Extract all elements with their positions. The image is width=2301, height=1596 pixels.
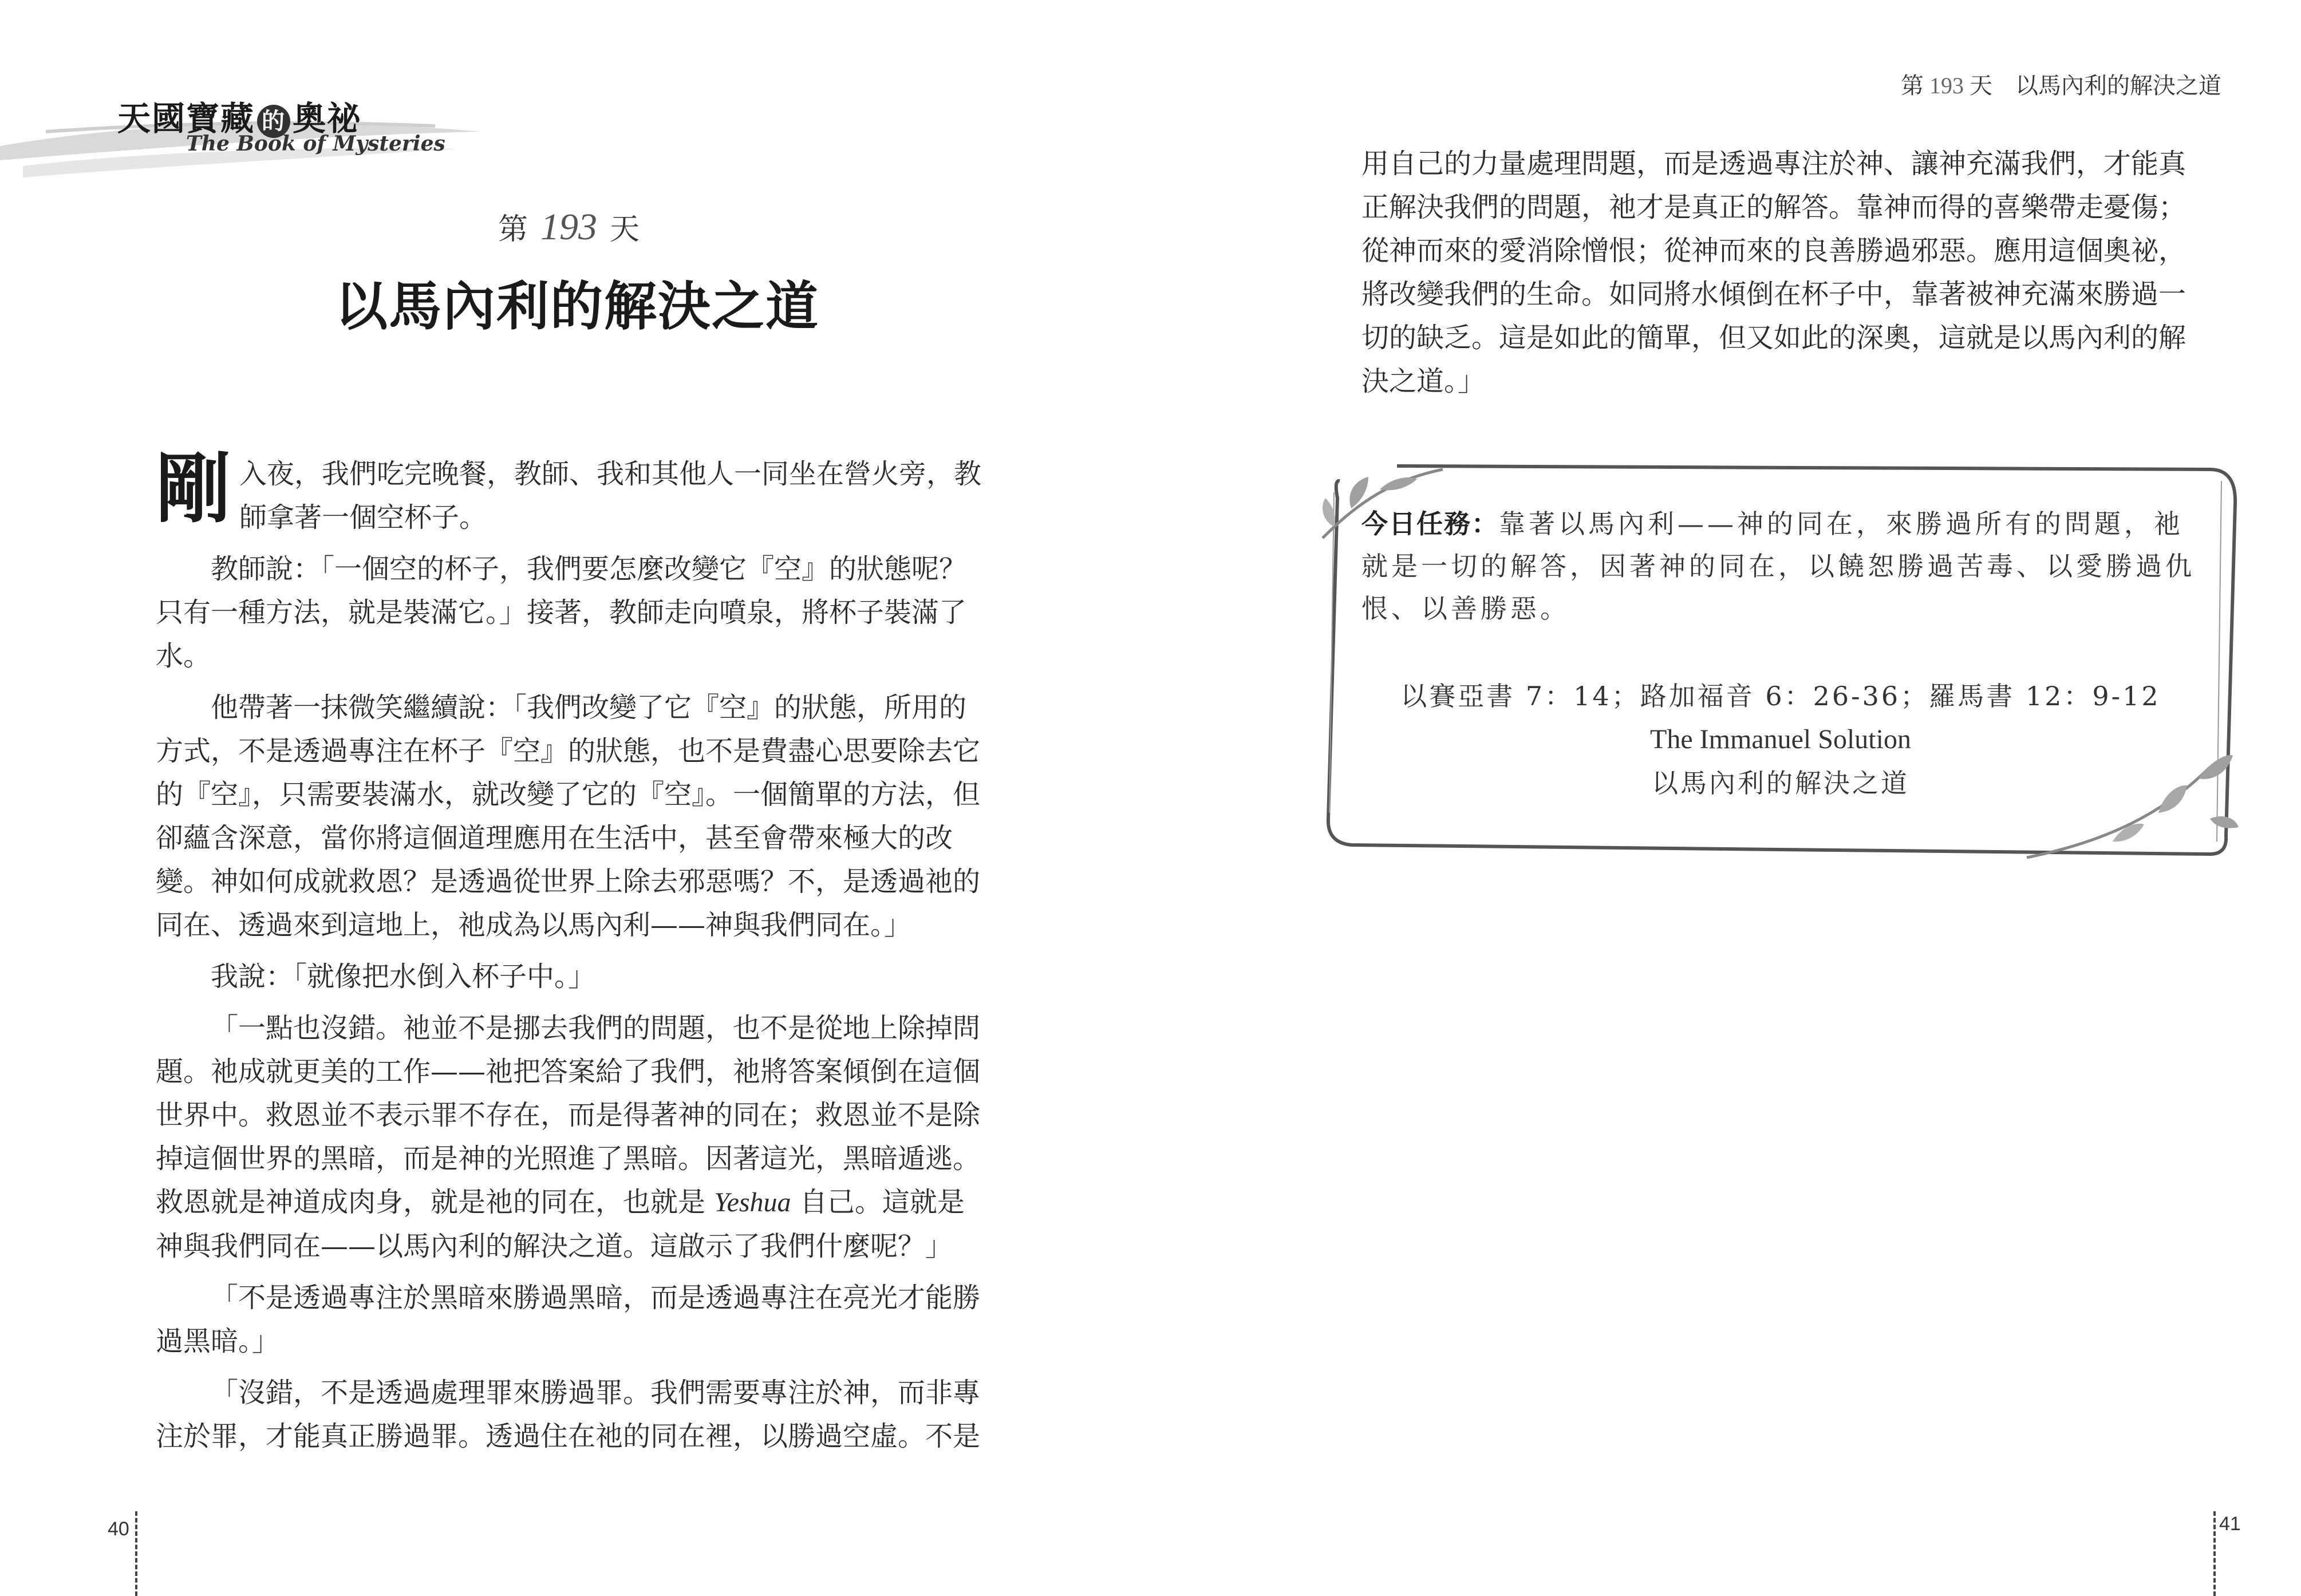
paragraph-1-text: 入夜，我們吃完晚餐，教師、我和其他人一同坐在營火旁，教師拿著一個空杯子。 xyxy=(239,458,982,534)
paragraph-5-text-a: 「一點也沒錯。祂並不是挪去我們的問題，也不是從地上除掉問題。祂成就更美的工作——祂把答案給了我們，祂將答案傾倒在這個世界中。救恩並不表示罪不存在，而是得著神的同在；救恩並不是除掉這個世界的黑暗，而是神的光照進了黑暗。因著這光，黑暗遁逃。救恩就是神道成肉身，就是祂的同在，也就是 xyxy=(156,1012,981,1218)
scripture-references-block xyxy=(1334,674,2227,805)
left-page-body xyxy=(156,445,992,1466)
paragraph-7: 「沒錯，不是透過處理罪來勝過罪。我們需要專注於神，而非專注於罪，才能真正勝過罪。透過住在祂的同在裡，以勝過空虛。不是 xyxy=(156,1377,981,1452)
running-head-title: 以馬內利的解決之道 xyxy=(2015,73,2221,99)
day-number: 193 xyxy=(540,206,598,248)
page-edge-dashes-right xyxy=(2213,1511,2216,1596)
running-head-number: 193 xyxy=(1929,73,1964,98)
paragraph-6: 「不是透過專注於黑暗來勝過黑暗，而是透過專注在亮光才能勝過黑暗。」 xyxy=(156,1282,981,1357)
logo-cn-part1: 天國寶藏 xyxy=(117,99,255,138)
page-edge-dashes-left xyxy=(135,1511,137,1596)
day-number-heading xyxy=(498,205,640,249)
logo-cn-part2: 奧祕 xyxy=(293,99,362,138)
page-number-left: 40 xyxy=(108,1518,129,1540)
logo-circle-character: 的 xyxy=(257,105,290,138)
right-paragraph-1: 用自己的力量處理問題，而是透過專注於神、讓神充滿我們，才能真正解決我們的問題，祂才是真正的解答。靠神而得的喜樂帶走憂傷；從神而來的愛消除憎恨；從神而來的良善勝過邪惡。應用這個奧祕，將改變我們的生命。如同將水傾倒在杯子中，靠著被神充滿來勝過一切的缺乏。這是如此的簡單，但又如此的深奧，這就是以馬內利的解決之道。」 xyxy=(1361,148,2186,397)
english-title: The Immanuel Solution xyxy=(1650,724,1911,754)
paragraph-2: 教師說：「一個空的杯子，我們要怎麼改變它『空』的狀態呢？只有一種方法，就是裝滿它。」接著，教師走向噴泉，將杯子裝滿了水。 xyxy=(156,553,967,672)
scripture-references: 以賽亞書 7：14；路加福音 6：26-36；羅馬書 12：9-12 xyxy=(1400,681,2161,712)
paragraph-5-text-b: 自己。這就是神與我們同在——以馬內利的解決之道。這啟示了我們什麼呢？」 xyxy=(156,1186,965,1262)
running-head-suffix: 天 xyxy=(1970,73,1992,99)
paragraph-1 xyxy=(156,445,992,539)
right-page-body xyxy=(1361,142,2197,403)
paragraph-4: 我說：「就像把水倒入杯子中。」 xyxy=(211,961,596,993)
daily-task xyxy=(1361,503,2197,630)
chapter-title: 以馬內利的解決之道 xyxy=(335,275,820,337)
day-suffix: 天 xyxy=(610,212,640,247)
running-head xyxy=(1901,68,2221,100)
paragraph-5 xyxy=(156,1006,992,1268)
daily-task-text: 靠著以馬內利——神的同在，來勝過所有的問題，祂就是一切的解答，因著神的同在，以饒恕勝過苦毒、以愛勝過仇恨、以善勝惡。 xyxy=(1361,508,2195,624)
day-prefix: 第 xyxy=(498,212,528,247)
drop-cap: 剛 xyxy=(156,445,231,534)
page-number-right: 41 xyxy=(2219,1513,2241,1535)
yeshua-italic: Yeshua xyxy=(714,1187,791,1218)
paragraph-3: 他帶著一抹微笑繼續說：「我們改變了它『空』的狀態，所用的方式，不是透過專注在杯子『空』的狀態，也不是費盡心思要除去它的『空』，只需要裝滿水，就改變了它的『空』。一個簡單的方法，但卻蘊含深意，當你將這個道理應用在生活中，甚至會帶來極大的改變。神如何成就救恩？是透過從世界上除去邪惡嗎？不，是透過祂的同在、透過來到這地上，祂成為以馬內利——神與我們同在。」 xyxy=(156,692,981,941)
running-head-prefix: 第 xyxy=(1901,73,1924,99)
book-logo-english: The Book of Mysteries xyxy=(186,132,445,156)
daily-task-label: 今日任務： xyxy=(1361,508,1499,539)
chinese-title: 以馬內利的解決之道 xyxy=(1652,768,1909,799)
